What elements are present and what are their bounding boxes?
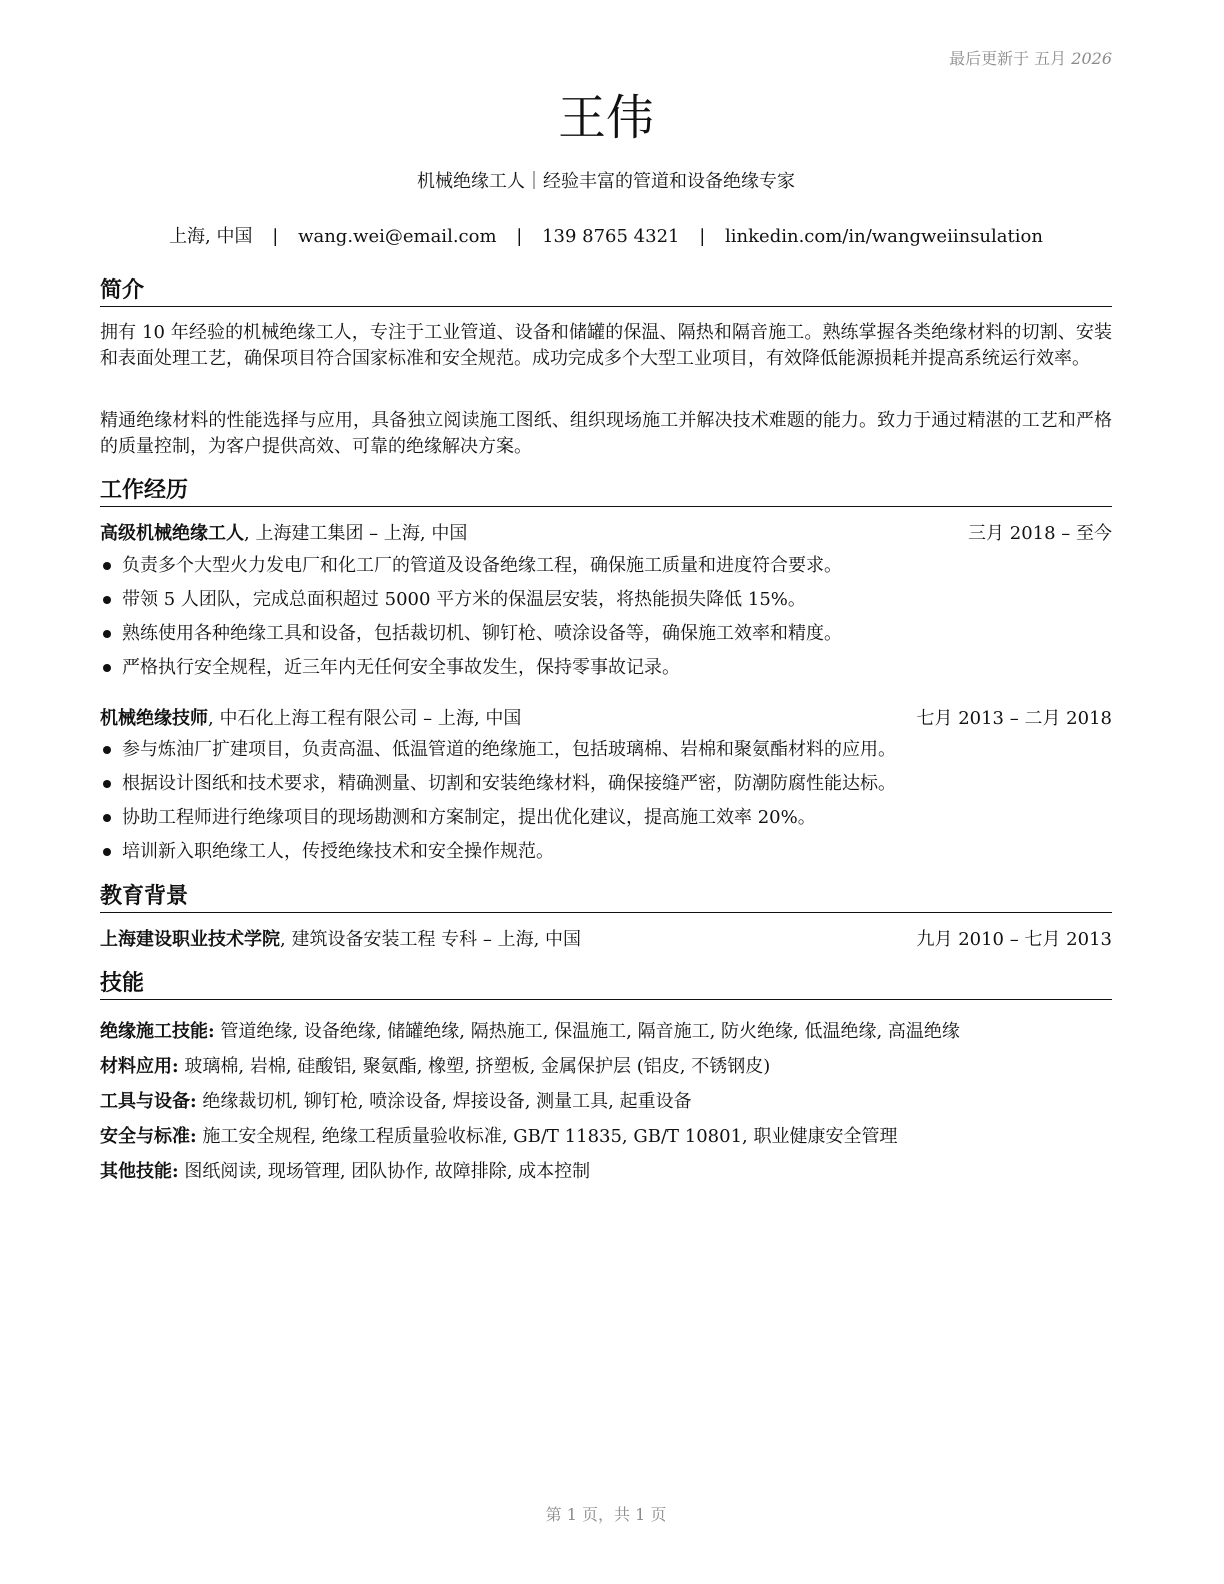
job-header	[100, 707, 1112, 731]
bullet-icon	[103, 780, 111, 788]
section-title-experience: 工作经历	[100, 477, 1112, 507]
bullet-text: 负责多个大型火力发电厂和化工厂的管道及设备绝缘工程，确保施工质量和进度符合要求。	[122, 555, 842, 576]
skills-list	[100, 1014, 1112, 1189]
bullet-icon	[103, 562, 111, 570]
list-item	[100, 651, 1112, 685]
job-dates: 三月 2018 – 至今	[968, 523, 1112, 544]
resume-page	[100, 0, 1112, 1584]
education-school: 上海建设职业技术学院	[100, 929, 280, 950]
skill-label: 绝缘施工技能:	[100, 1021, 215, 1042]
contact-phone: 139 8765 4321	[542, 226, 680, 247]
list-item	[100, 801, 1112, 835]
contact-separator: |	[516, 226, 523, 247]
skill-row	[100, 1119, 1112, 1154]
job-bullets	[100, 549, 1112, 685]
contact-line	[100, 225, 1112, 249]
last-updated-label: 最后更新于 五月	[949, 49, 1067, 68]
bullet-text: 熟练使用各种绝缘工具和设备，包括裁切机、铆钉枪、喷涂设备等，确保施工效率和精度。	[122, 623, 842, 644]
skill-label: 工具与设备:	[100, 1091, 197, 1112]
summary-paragraph: 拥有 10 年经验的机械绝缘工人，专注于工业管道、设备和储罐的保温、隔热和隔音施工。熟练掌握各类绝缘材料的切割、安装和表面处理工艺，确保项目符合国家标准和安全规范。成功完成多个大型工业项目，有效降低能源损耗并提高系统运行效率。	[100, 322, 1112, 369]
bullet-text: 培训新入职绝缘工人，传授绝缘技术和安全操作规范。	[122, 841, 554, 862]
education-dates: 九月 2010 – 七月 2013	[916, 929, 1112, 950]
list-item	[100, 583, 1112, 617]
page-number: 第 1 页，共 1 页	[545, 1505, 667, 1524]
job-role: 机械绝缘技师	[100, 708, 208, 729]
bullet-text: 带领 5 人团队，完成总面积超过 5000 平方米的保温层安装，将热能损失降低 15%。	[122, 589, 806, 610]
summary-paragraph: 精通绝缘材料的性能选择与应用，具备独立阅读施工图纸、组织现场施工并解决技术难题的能力。致力于通过精湛的工艺和严格的质量控制，为客户提供高效、可靠的绝缘解决方案。	[100, 410, 1112, 457]
job-dates: 七月 2013 – 二月 2018	[916, 708, 1112, 729]
list-item	[100, 767, 1112, 801]
contact-location: 上海, 中国	[169, 226, 253, 247]
skill-value: 玻璃棉, 岩棉, 硅酸铝, 聚氨酯, 橡塑, 挤塑板, 金属保护层 (铝皮, 不锈钢皮)	[178, 1056, 771, 1077]
skill-label: 材料应用:	[100, 1056, 179, 1077]
list-item	[100, 549, 1112, 583]
bullet-icon	[103, 848, 111, 856]
education-detail: , 建筑设备安装工程 专科 – 上海, 中国	[280, 929, 582, 950]
section-title-education: 教育背景	[100, 883, 1112, 913]
contact-separator: |	[699, 226, 706, 247]
skill-value: 图纸阅读, 现场管理, 团队协作, 故障排除, 成本控制	[178, 1161, 591, 1182]
bullet-icon	[103, 664, 111, 672]
contact-separator: |	[272, 226, 279, 247]
skill-row	[100, 1154, 1112, 1189]
skill-row	[100, 1049, 1112, 1084]
list-item	[100, 733, 1112, 767]
job-role: 高级机械绝缘工人	[100, 523, 244, 544]
skill-row	[100, 1084, 1112, 1119]
bullet-text: 参与炼油厂扩建项目，负责高温、低温管道的绝缘施工，包括玻璃棉、岩棉和聚氨酯材料的应用。	[122, 739, 896, 760]
skill-value: 施工安全规程, 绝缘工程质量验收标准, GB/T 11835, GB/T 10801, 职业健康安全管理	[196, 1126, 898, 1147]
skill-value: 管道绝缘, 设备绝缘, 储罐绝缘, 隔热施工, 保温施工, 隔音施工, 防火绝缘, 低温绝缘, 高温绝缘	[214, 1021, 960, 1042]
job-org: , 上海建工集团 – 上海, 中国	[244, 523, 468, 544]
section-title-skills: 技能	[100, 970, 1112, 1000]
skill-value: 绝缘裁切机, 铆钉枪, 喷涂设备, 焊接设备, 测量工具, 起重设备	[196, 1091, 692, 1112]
bullet-icon	[103, 814, 111, 822]
job-bullets	[100, 733, 1112, 869]
skill-row	[100, 1014, 1112, 1049]
last-updated-year: 2026	[1071, 49, 1112, 68]
bullet-text: 根据设计图纸和技术要求，精确测量、切割和安装绝缘材料，确保接缝严密，防潮防腐性能达标。	[122, 773, 896, 794]
job-org: , 中石化上海工程有限公司 – 上海, 中国	[208, 708, 522, 729]
bullet-icon	[103, 630, 111, 638]
contact-linkedin[interactable]: linkedin.com/in/wangweiinsulation	[725, 226, 1043, 247]
section-title-summary: 简介	[100, 277, 1112, 307]
skill-label: 安全与标准:	[100, 1126, 197, 1147]
bullet-icon	[103, 746, 111, 754]
bullet-text: 严格执行安全规程，近三年内无任何安全事故发生，保持零事故记录。	[122, 657, 680, 678]
list-item	[100, 617, 1112, 651]
skill-label: 其他技能:	[100, 1161, 179, 1182]
candidate-headline: 机械绝缘工人｜经验丰富的管道和设备绝缘专家	[417, 171, 795, 192]
job-header	[100, 522, 1112, 546]
last-updated	[949, 46, 1112, 69]
candidate-name: 王伟	[557, 90, 654, 146]
education-entry	[100, 928, 1112, 952]
bullet-text: 协助工程师进行绝缘项目的现场勘测和方案制定，提出优化建议，提高施工效率 20%。	[122, 807, 816, 828]
bullet-icon	[103, 596, 111, 604]
contact-email[interactable]: wang.wei@email.com	[298, 226, 497, 247]
list-item	[100, 835, 1112, 869]
